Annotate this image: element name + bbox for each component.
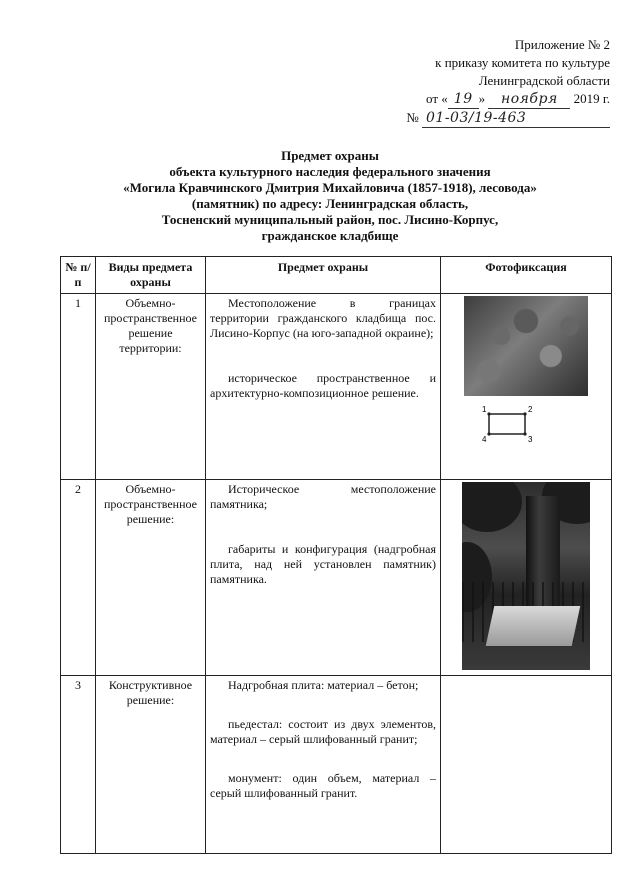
table-row: [61, 676, 612, 854]
table-row: [61, 294, 612, 480]
title-line: объекта культурного наследия федерального значения: [169, 164, 491, 179]
row-subject: [206, 480, 441, 676]
row-number: 1: [61, 294, 96, 480]
subject-paragraph: Местоположение в границах территории гражданского кладбища пос. Лисино-Корпус (на юго-западной окраине);: [210, 296, 436, 340]
row-kind: Объемно-пространственное решение территории:: [96, 294, 206, 480]
header-kind: Виды предмета охраны: [96, 257, 206, 294]
subject-paragraph: габариты и конфигурация (надгробная плита, над ней установлен памятник) памятника.: [210, 542, 436, 586]
row-subject: [206, 676, 441, 854]
monument-photo: [462, 482, 590, 670]
territory-photo: [464, 296, 588, 396]
table-row: [61, 480, 612, 676]
date-year: 2019 г.: [573, 91, 610, 106]
row-number: 3: [61, 676, 96, 854]
appendix-line: Приложение № 2: [514, 37, 610, 52]
date-month: ноября: [488, 90, 570, 109]
row-subject: [206, 294, 441, 480]
protection-table: [60, 256, 612, 854]
header-subject: Предмет охраны: [206, 257, 441, 294]
table-header-row: [61, 257, 612, 294]
appendix-line: Ленинградской области: [478, 73, 610, 88]
subject-paragraph: Историческое местоположение памятника;: [210, 482, 436, 511]
order-number-value: 01-03/19-463: [422, 109, 610, 128]
subject-paragraph: пьедестал: состоит из двух элементов, материал – серый шлифованный гранит;: [210, 717, 436, 746]
subject-paragraph: Надгробная плита: материал – бетон;: [228, 678, 419, 692]
scheme-point-label: 4: [482, 435, 487, 444]
scheme-point-label: 2: [528, 405, 533, 414]
row-photo: [441, 294, 612, 480]
title-line: Предмет охраны: [281, 148, 379, 163]
scheme-point-label: 3: [528, 435, 533, 444]
subject-paragraph: монумент: один объем, материал – серый шлифованный гранит.: [210, 771, 436, 800]
row-kind: Конструктивное решение:: [96, 676, 206, 854]
title-line: «Могила Кравчинского Дмитрия Михайловича (1857-1918), лесовода»: [123, 180, 537, 195]
date-day: 19: [448, 90, 479, 109]
order-number: № 01-03/19-463: [380, 109, 610, 128]
title-line: Тосненский муниципальный район, пос. Лисино-Корпус,: [161, 212, 499, 227]
header-number: № п/п: [61, 257, 96, 294]
appendix-line: к приказу комитета по культуре: [435, 55, 610, 70]
appendix-header: [380, 36, 610, 128]
header-photo: Фотофиксация: [441, 257, 612, 294]
row-photo: [441, 676, 612, 854]
boundary-scheme: [445, 404, 569, 444]
order-date: от « 19 » ноября 2019 г.: [426, 91, 610, 107]
row-kind: Объемно-пространственное решение:: [96, 480, 206, 676]
title-line: (памятник) по адресу: Ленинградская область,: [191, 196, 469, 211]
row-number: 2: [61, 480, 96, 676]
row-photo: [441, 480, 612, 676]
scheme-point-label: 1: [482, 405, 487, 414]
boundary-rect: [489, 414, 525, 434]
subject-paragraph: историческое пространственное и архитектурно-композиционное решение.: [210, 371, 436, 400]
title-line: гражданское кладбище: [261, 228, 399, 243]
document-title: [60, 148, 600, 244]
